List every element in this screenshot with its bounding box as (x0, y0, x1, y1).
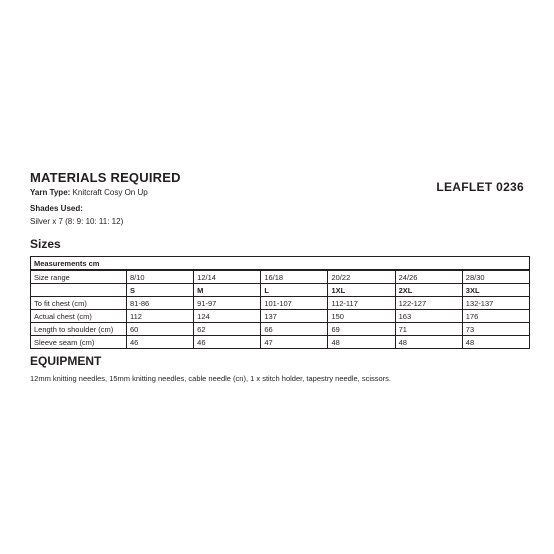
row-label: Sleeve seam (cm) (31, 336, 127, 349)
table-cell: 48 (462, 336, 529, 349)
table-cell: 176 (462, 310, 529, 323)
table-row (31, 323, 530, 336)
table-cell: 3XL (462, 284, 529, 297)
table-cell: 1XL (328, 284, 395, 297)
table-cell: 132-137 (462, 297, 529, 310)
table-cell: 20/22 (328, 270, 395, 284)
materials-title: MATERIALS REQUIRED (30, 170, 181, 185)
shades-value: Silver x 7 (8: 9: 10: 11: 12) (30, 217, 124, 226)
leaflet-code: LEAFLET 0236 (436, 180, 524, 194)
row-label: Size range (31, 270, 127, 284)
table-cell: 62 (194, 323, 261, 336)
table-cell: 112-117 (328, 297, 395, 310)
table-row (31, 270, 530, 284)
table-cell: 47 (261, 336, 328, 349)
row-label: Actual chest (cm) (31, 310, 127, 323)
table-cell: 28/30 (462, 270, 529, 284)
table-cell: 46 (127, 336, 194, 349)
table-row (31, 297, 530, 310)
table-cell: 73 (462, 323, 529, 336)
table-cell: 8/10 (127, 270, 194, 284)
table-cell: 60 (127, 323, 194, 336)
sizes-title: Sizes (30, 237, 61, 251)
yarn-type-value: Knitcraft Cosy On Up (72, 188, 148, 197)
table-cell: 12/14 (194, 270, 261, 284)
table-row (31, 310, 530, 323)
yarn-type (30, 188, 148, 197)
table-cell: 124 (194, 310, 261, 323)
sizes-table (30, 256, 530, 349)
table-row (31, 336, 530, 349)
yarn-type-label: Yarn Type: (30, 188, 71, 197)
table-cell: S (127, 284, 194, 297)
table-cell: M (194, 284, 261, 297)
table-cell: 81-86 (127, 297, 194, 310)
equipment-list: 12mm knitting needles, 15mm knitting needles, cable needle (cn), 1 x stitch holder, tapestry needle, scissors. (30, 374, 392, 383)
table-cell: 48 (328, 336, 395, 349)
row-label: To fit chest (cm) (31, 297, 127, 310)
table-cell: 2XL (395, 284, 462, 297)
measurements-header-row (31, 257, 530, 271)
row-label (31, 284, 127, 297)
shades-label: Shades Used: (30, 204, 83, 213)
table-cell: 16/18 (261, 270, 328, 284)
table-cell: 48 (395, 336, 462, 349)
table-cell: 24/26 (395, 270, 462, 284)
row-label: Length to shoulder (cm) (31, 323, 127, 336)
table-cell: 122-127 (395, 297, 462, 310)
table-cell: 137 (261, 310, 328, 323)
table-cell: 71 (395, 323, 462, 336)
table-cell: L (261, 284, 328, 297)
table-cell: 150 (328, 310, 395, 323)
table-cell: 69 (328, 323, 395, 336)
table-cell: 66 (261, 323, 328, 336)
table-cell: 101-107 (261, 297, 328, 310)
table-cell: 91-97 (194, 297, 261, 310)
table-cell: 46 (194, 336, 261, 349)
equipment-title: EQUIPMENT (30, 354, 102, 368)
table-cell: 112 (127, 310, 194, 323)
table-cell: 163 (395, 310, 462, 323)
table-row (31, 284, 530, 297)
measurements-header: Measurements cm (31, 257, 530, 271)
